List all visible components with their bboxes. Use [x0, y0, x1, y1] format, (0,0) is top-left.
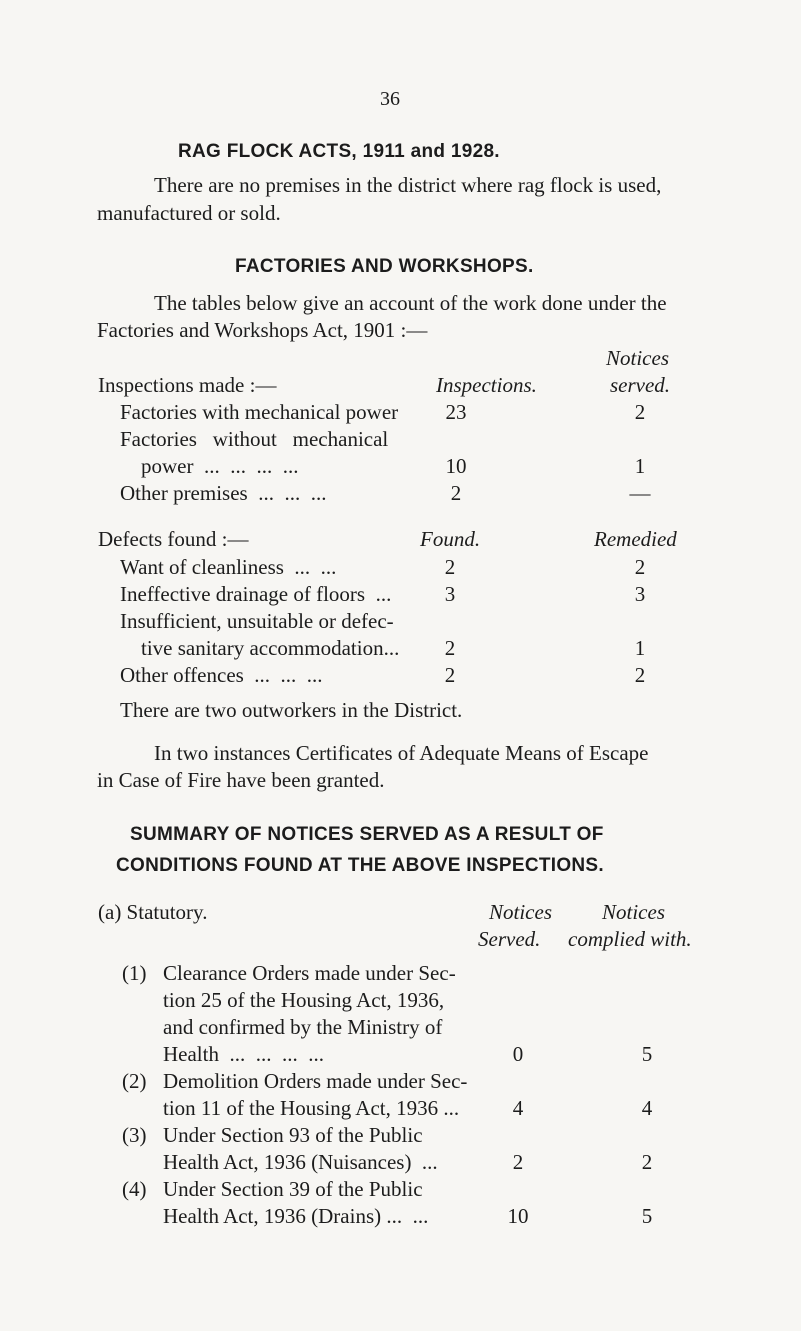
factories-heading: FACTORIES AND WORKSHOPS. [235, 256, 534, 277]
inspections-col-header: Inspections. [436, 373, 537, 397]
defect-row-label: Other offences ... ... ... [120, 663, 323, 687]
page-number: 36 [380, 88, 400, 110]
defect-row-label-cont: tive sanitary accommodation... [141, 636, 400, 660]
summary-item-number: (1) [122, 961, 147, 985]
defect-row-label: Want of cleanliness ... ... [120, 555, 337, 579]
complied-col-header-line1: Notices [602, 900, 665, 924]
summary-item-complied: 5 [641, 1042, 653, 1066]
summary-item-line: Demolition Orders made under Sec- [163, 1069, 468, 1093]
summary-item-number: (4) [122, 1177, 147, 1201]
defect-row-found: 2 [444, 663, 456, 687]
summary-item-line: Health Act, 1936 (Nuisances) ... [163, 1150, 438, 1174]
summary-item-number: (2) [122, 1069, 147, 1093]
summary-item-complied: 4 [641, 1096, 653, 1120]
inspection-row-count: 23 [445, 400, 467, 424]
served-col-header-line1: Notices [489, 900, 552, 924]
summary-item-line: Clearance Orders made under Sec- [163, 961, 456, 985]
inspection-row-label: Factories without mechanical [120, 427, 389, 451]
summary-item-served: 4 [512, 1096, 524, 1120]
defect-row-found: 3 [444, 582, 456, 606]
statutory-label: (a) Statutory. [98, 900, 208, 924]
rag-flock-text-line2: manufactured or sold. [97, 201, 281, 225]
defect-row-remedied: 3 [634, 582, 646, 606]
defect-row-label: Insufficient, unsuitable or defec- [120, 609, 394, 633]
served-col-header-line2: Served. [478, 927, 541, 951]
defect-row-found: 2 [444, 555, 456, 579]
certificates-text-line1: In two instances Certificates of Adequate Means of Escape [154, 741, 649, 765]
inspection-row-notices: — [629, 481, 651, 505]
summary-item-served: 10 [507, 1204, 529, 1228]
inspection-row-count: 2 [450, 481, 462, 505]
complied-col-header-line2: complied with. [568, 927, 692, 951]
inspection-row-count: 10 [445, 454, 467, 478]
summary-item-line: tion 11 of the Housing Act, 1936 ... [163, 1096, 460, 1120]
inspections-label: Inspections made :— [98, 373, 277, 397]
summary-heading-line1: SUMMARY OF NOTICES SERVED AS A RESULT OF [130, 824, 604, 845]
certificates-text-line2: in Case of Fire have been granted. [97, 768, 385, 792]
defect-row-remedied: 2 [634, 663, 646, 687]
summary-item-served: 0 [512, 1042, 524, 1066]
found-col-header: Found. [420, 527, 481, 551]
defect-row-found: 2 [444, 636, 456, 660]
defect-row-remedied: 1 [634, 636, 646, 660]
inspection-row-label: Other premises ... ... ... [120, 481, 327, 505]
summary-item-line: Under Section 39 of the Public [163, 1177, 423, 1201]
factories-intro-line2: Factories and Workshops Act, 1901 :— [97, 318, 428, 342]
remedied-col-header: Remedied [594, 527, 677, 551]
summary-item-line: Health ... ... ... ... [163, 1042, 324, 1066]
summary-item-number: (3) [122, 1123, 147, 1147]
outworkers-text: There are two outworkers in the District. [120, 698, 463, 722]
inspection-row-label: Factories with mechanical power [120, 400, 399, 424]
defects-label: Defects found :— [98, 527, 249, 551]
factories-intro-line1: The tables below give an account of the work done under the [154, 291, 667, 315]
summary-item-line: Health Act, 1936 (Drains) ... ... [163, 1204, 429, 1228]
notices-col-header-line2: served. [610, 373, 671, 397]
summary-item-line: Under Section 93 of the Public [163, 1123, 423, 1147]
summary-heading-line2: CONDITIONS FOUND AT THE ABOVE INSPECTIONS. [116, 855, 604, 876]
summary-item-complied: 5 [641, 1204, 653, 1228]
rag-flock-text-line1: There are no premises in the district where rag flock is used, [154, 173, 662, 197]
summary-item-line: and confirmed by the Ministry of [163, 1015, 443, 1039]
rag-flock-heading: RAG FLOCK ACTS, 1911 and 1928. [178, 141, 500, 162]
summary-item-line: tion 25 of the Housing Act, 1936, [163, 988, 445, 1012]
inspection-row-notices: 2 [634, 400, 646, 424]
defect-row-remedied: 2 [634, 555, 646, 579]
inspection-row-notices: 1 [634, 454, 646, 478]
summary-item-served: 2 [512, 1150, 524, 1174]
notices-col-header-line1: Notices [606, 346, 669, 370]
inspection-row-label-cont: power ... ... ... ... [141, 454, 299, 478]
defect-row-label: Ineffective drainage of floors ... [120, 582, 392, 606]
summary-item-complied: 2 [641, 1150, 653, 1174]
